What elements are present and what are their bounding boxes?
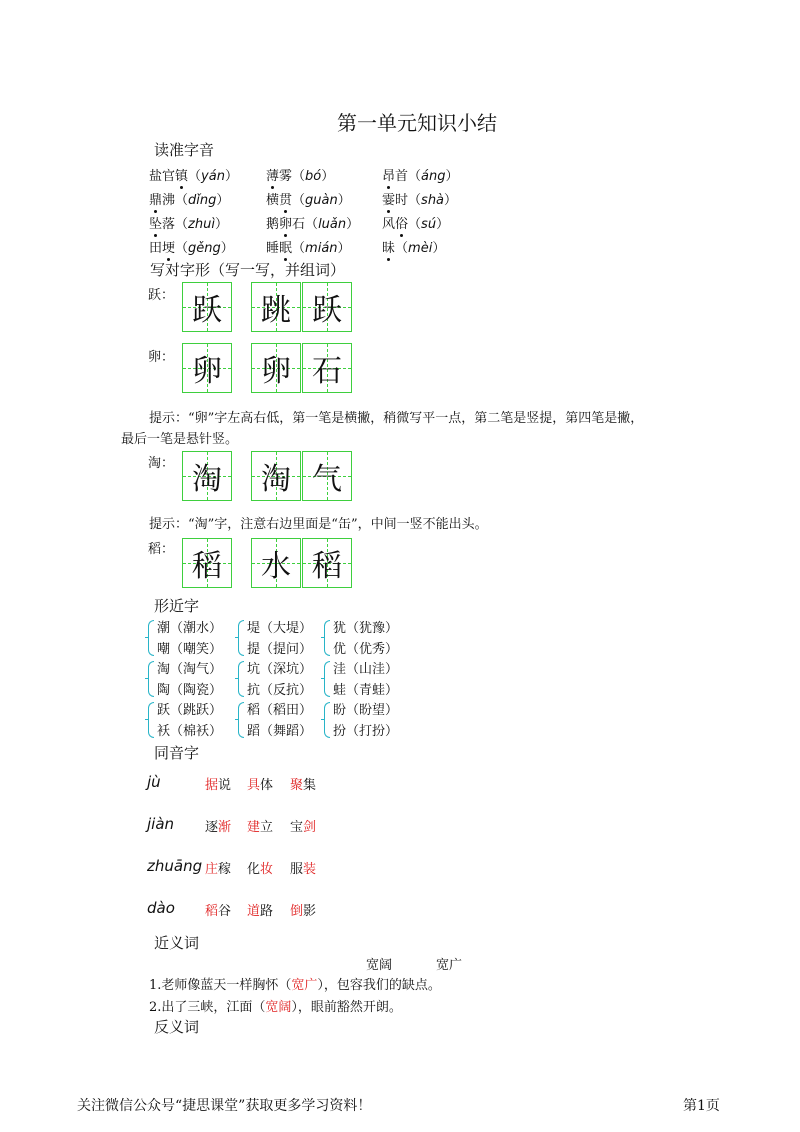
dotted-char: 埂 — [162, 237, 175, 256]
similar-char-item: 潮（潮水） — [157, 621, 223, 636]
word-text: 雾 — [279, 169, 293, 184]
tianzige-cell: 水 — [251, 538, 301, 588]
synonym-sentence-1: 1.老师像蓝天一样胸怀（宽广），包容我们的缺点。 — [149, 978, 441, 993]
pinyin: guàn — [305, 193, 338, 208]
similar-char-item: 盼（盼望） — [333, 703, 399, 718]
homophone-word — [205, 774, 231, 793]
tianzige-cell: 卵 — [182, 343, 232, 393]
homophone-word — [247, 900, 273, 919]
homophone-word — [290, 858, 316, 877]
homophone-word — [247, 816, 273, 835]
similar-char-item: 跃（跳跃） — [157, 703, 223, 718]
dotted-char: 卵 — [279, 213, 292, 232]
word-char: 稼 — [218, 862, 232, 877]
pinyin: mèi — [408, 241, 433, 256]
brace-icon — [148, 620, 154, 656]
homophone-word — [290, 816, 316, 835]
tianzige-cell: 稻 — [182, 538, 232, 588]
tip-luan-line2: 最后一笔是悬针竖。 — [121, 432, 239, 447]
dotted-char: 镇 — [175, 165, 188, 184]
similar-char-item: 扮（打扮） — [333, 724, 399, 739]
page-number: 第1页 — [683, 1098, 720, 1114]
word-text: 风 — [382, 217, 396, 232]
word-char: 建 — [247, 820, 261, 835]
pinyin: yán — [201, 169, 225, 184]
synonym-sentence-2: 2.出了三峡，江面（宽阔），眼前豁然开朗。 — [149, 1000, 402, 1015]
pronunciation-item: 风俗（sú） — [382, 213, 449, 232]
tianzige-cell: 卵 — [251, 343, 301, 393]
pinyin: sú — [421, 217, 437, 232]
tip-tao: 提示：“淘”字，注意右边里面是“缶”，中间一竖不能出头。 — [149, 517, 488, 532]
word-char: 宝 — [290, 820, 304, 835]
section-antonyms-heading: 反义词 — [154, 1018, 200, 1036]
section-similar-chars-heading: 形近字 — [154, 597, 200, 615]
pronunciation-item: 田埂（gěng） — [149, 237, 234, 256]
pronunciation-item: 昂首（áng） — [382, 165, 459, 184]
word-text: 田 — [149, 241, 163, 256]
pinyin: luǎn — [318, 217, 347, 232]
dotted-char: 鼎 — [149, 189, 162, 208]
word-text: 横 — [266, 193, 280, 208]
word-char: 装 — [303, 862, 317, 877]
footer-note: 关注微信公众号“捷思课堂”获取更多学习资料！ — [77, 1098, 372, 1114]
pronunciation-item: 鼎沸（dǐng） — [149, 189, 229, 208]
word-char: 道 — [247, 904, 261, 919]
word-char: 庄 — [205, 862, 219, 877]
word-char: 影 — [303, 904, 317, 919]
pinyin: zhuì — [188, 217, 215, 232]
word-char: 稻 — [205, 904, 219, 919]
char-label-yue: 跃： — [148, 288, 175, 303]
word-text: 石 — [292, 217, 306, 232]
homophone-word — [290, 774, 316, 793]
dotted-char: 俗 — [395, 213, 408, 232]
word-char: 据 — [205, 778, 219, 793]
dotted-char: 坠 — [149, 213, 162, 232]
pronunciation-item: 薄雾（bó） — [266, 165, 334, 184]
homophone-pinyin: jù — [147, 773, 161, 791]
char-label-luan: 卵： — [148, 350, 175, 365]
section-synonyms-heading: 近义词 — [154, 934, 200, 952]
similar-char-item: 洼（山洼） — [333, 662, 399, 677]
homophone-word — [205, 900, 231, 919]
word-text: 落 — [162, 217, 176, 232]
homophone-word — [290, 900, 316, 919]
dotted-char: 霎 — [382, 189, 395, 208]
word-char: 说 — [218, 778, 232, 793]
pronunciation-item: 睡眠（mián） — [266, 237, 351, 256]
similar-char-item: 堤（大堤） — [247, 621, 313, 636]
synonym-word-2: 宽广 — [436, 958, 463, 973]
brace-icon — [238, 620, 244, 656]
brace-icon — [324, 661, 330, 697]
pinyin: dǐng — [188, 193, 217, 208]
word-text: 时 — [395, 193, 409, 208]
tianzige-cell: 淘 — [182, 451, 232, 501]
tianzige-cell: 跃 — [302, 282, 352, 332]
pinyin: áng — [421, 169, 446, 184]
pinyin: gěng — [188, 241, 221, 256]
pronunciation-item: 盐官镇（yán） — [149, 165, 238, 184]
synonym-word-1: 宽阔 — [366, 958, 393, 973]
pinyin: mián — [305, 241, 338, 256]
word-char: 聚 — [290, 778, 304, 793]
similar-char-item: 优（优秀） — [333, 642, 399, 657]
pronunciation-item: 坠落（zhuì） — [149, 213, 228, 232]
word-char: 谷 — [218, 904, 232, 919]
tip-luan-line1: 提示：“卵”字左高右低，第一笔是横撇，稍微写平一点，第二笔是竖提，第四笔是撇， — [149, 411, 644, 426]
word-char: 具 — [247, 778, 261, 793]
tianzige-cell: 气 — [302, 451, 352, 501]
word-text: 睡 — [266, 241, 280, 256]
homophone-word — [247, 858, 273, 877]
pinyin: shà — [421, 193, 445, 208]
word-char: 倒 — [290, 904, 304, 919]
brace-icon — [238, 661, 244, 697]
similar-char-item: 陶（陶瓷） — [157, 683, 223, 698]
pronunciation-item: 霎时（shà） — [382, 189, 457, 208]
tianzige-cell: 淘 — [251, 451, 301, 501]
section-homophones-heading: 同音字 — [154, 744, 200, 762]
word-char: 体 — [260, 778, 274, 793]
similar-char-item: 抗（反抗） — [247, 683, 313, 698]
section-writing-heading: 写对字形（写一写，并组词） — [150, 261, 346, 279]
dotted-char: 贯 — [279, 189, 292, 208]
word-char: 渐 — [218, 820, 232, 835]
similar-char-item: 稻（稻田） — [247, 703, 313, 718]
homophone-word — [247, 774, 273, 793]
similar-char-item: 淘（淘气） — [157, 662, 223, 677]
page-title: 第一单元知识小结 — [337, 111, 497, 135]
tianzige-cell: 跃 — [182, 282, 232, 332]
similar-char-item: 蛙（青蛙） — [333, 683, 399, 698]
word-char: 化 — [247, 862, 261, 877]
word-char: 集 — [303, 778, 317, 793]
similar-char-item: 坑（深坑） — [247, 662, 313, 677]
tianzige-cell: 石 — [302, 343, 352, 393]
word-char: 妆 — [260, 862, 274, 877]
word-char: 服 — [290, 862, 304, 877]
brace-icon — [148, 661, 154, 697]
similar-char-item: 犹（犹豫） — [333, 621, 399, 636]
word-text: 盐官 — [149, 169, 176, 184]
similar-char-item: 嘲（嘲笑） — [157, 642, 223, 657]
homophone-word — [205, 858, 231, 877]
homophone-word — [205, 816, 231, 835]
homophone-pinyin: jiàn — [147, 815, 175, 833]
similar-char-item: 提（提问） — [247, 642, 313, 657]
dotted-char: 薄 — [266, 165, 279, 184]
tianzige-cell: 跳 — [251, 282, 301, 332]
word-char: 剑 — [303, 820, 317, 835]
dotted-char: 昧 — [382, 237, 395, 256]
word-char: 逐 — [205, 820, 219, 835]
brace-icon — [238, 702, 244, 738]
brace-icon — [324, 620, 330, 656]
word-char: 路 — [260, 904, 274, 919]
homophone-pinyin: zhuāng — [147, 857, 203, 875]
tianzige-cell: 稻 — [302, 538, 352, 588]
pronunciation-item: 鹅卵石（luǎn） — [266, 213, 359, 232]
pronunciation-item: 横贯（guàn） — [266, 189, 351, 208]
pinyin: bó — [305, 169, 322, 184]
pronunciation-item: 昧（mèi） — [382, 237, 445, 256]
similar-char-item: 袄（棉袄） — [157, 724, 223, 739]
homophone-pinyin: dào — [147, 899, 175, 917]
brace-icon — [324, 702, 330, 738]
char-label-dao: 稻： — [148, 542, 175, 557]
similar-char-item: 蹈（舞蹈） — [247, 724, 313, 739]
char-label-tao: 淘： — [148, 456, 175, 471]
word-text: 首 — [395, 169, 409, 184]
dotted-char: 昂 — [382, 165, 395, 184]
word-char: 立 — [260, 820, 274, 835]
section-pronunciation-heading: 读准字音 — [154, 141, 215, 159]
word-text: 沸 — [162, 193, 176, 208]
brace-icon — [148, 702, 154, 738]
word-text: 鹅 — [266, 217, 280, 232]
dotted-char: 眠 — [279, 237, 292, 256]
